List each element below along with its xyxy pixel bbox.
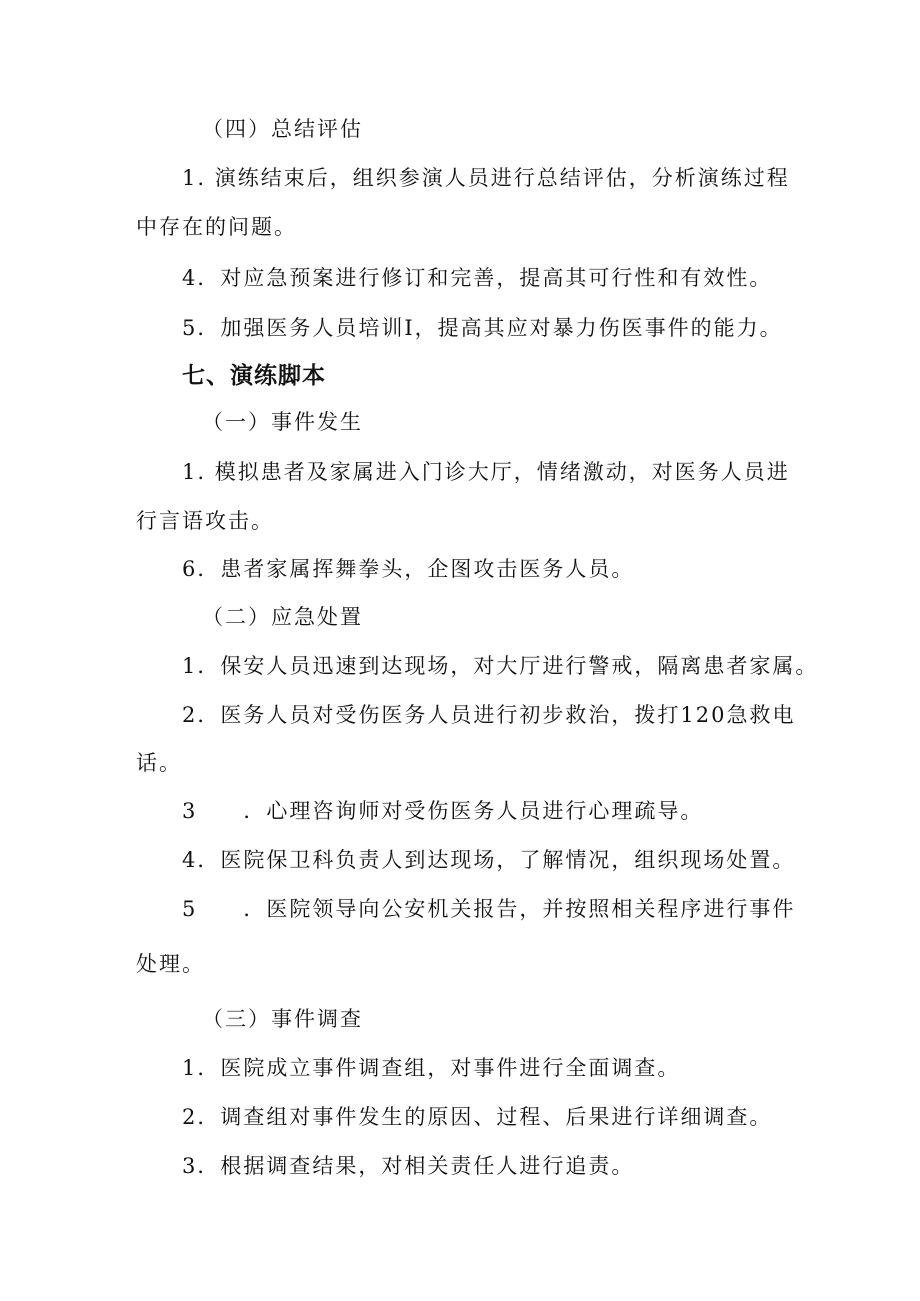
paragraph-line: 5 ．医院领导向公安机关报告，并按照相关程序进行事件 — [182, 897, 796, 921]
paragraph-line: 中存在的问题。 — [136, 215, 297, 239]
paragraph-line: 话。 — [136, 751, 182, 775]
paragraph-line: 1．保安人员迅速到达现场，对大厅进行警戒，隔离患者家属。 — [182, 654, 819, 678]
paragraph-line: 1. 演练结束后，组织参演人员进行总结评估，分析演练过程 — [182, 166, 790, 190]
subheading-incident-occurs: （一）事件发生 — [202, 410, 363, 434]
paragraph-line: 1. 模拟患者及家属进入门诊大厅，情绪激动，对医务人员进 — [182, 460, 790, 484]
subheading-emergency-response: （二）应急处置 — [202, 605, 363, 629]
paragraph-line: 3 ．心理咨询师对受伤医务人员进行心理疏导。 — [182, 799, 704, 823]
subheading-incident-investigation: （三）事件调查 — [202, 1007, 363, 1031]
paragraph-line: 处理。 — [136, 952, 205, 976]
paragraph-line: 1．医院成立事件调查组，对事件进行全面调查。 — [182, 1056, 681, 1080]
paragraph-line: 行言语攻击。 — [136, 509, 274, 533]
paragraph-line: 4．医院保卫科负责人到达现场，了解情况，组织现场处置。 — [182, 848, 796, 872]
subheading-summary-evaluation: （四）总结评估 — [202, 117, 363, 141]
paragraph-line: 3．根据调查结果，对相关责任人进行追责。 — [182, 1154, 635, 1178]
section-heading-drill-script: 七、演练脚本 — [182, 363, 326, 389]
paragraph-line: 5．加强医务人员培训I，提高其应对暴力伤医事件的能力。 — [182, 316, 783, 340]
paragraph-line: 2．调查组对事件发生的原因、过程、后果进行详细调查。 — [182, 1105, 773, 1129]
paragraph-line: 2．医务人员对受伤医务人员进行初步救治，拨打120急救电 — [182, 703, 796, 727]
paragraph-line: 4．对应急预案进行修订和完善，提高其可行性和有效性。 — [182, 266, 773, 290]
paragraph-line: 6．患者家属挥舞拳头，企图攻击医务人员。 — [182, 557, 635, 581]
